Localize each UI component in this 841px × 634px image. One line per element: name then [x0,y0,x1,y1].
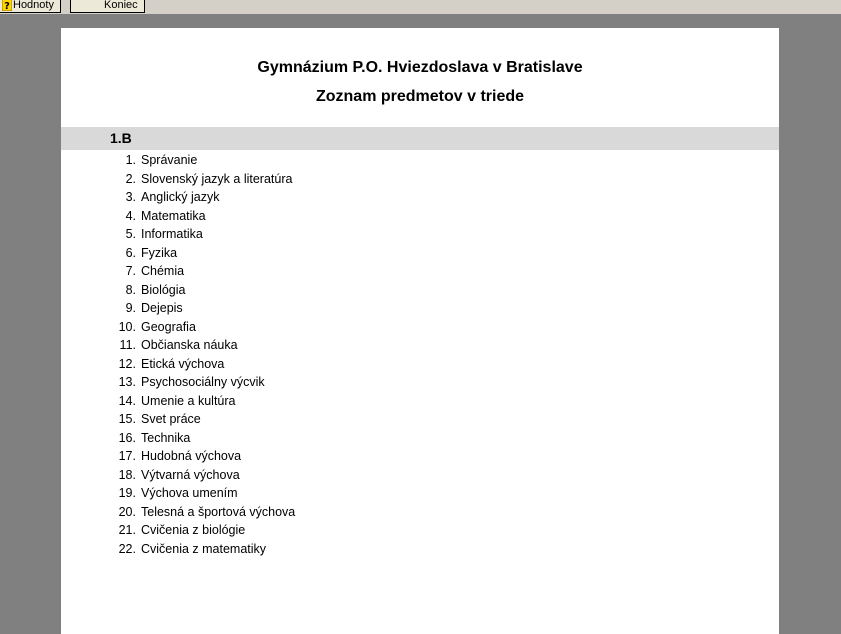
question-mark-icon [2,0,12,11]
subject-number: 5. [125,227,136,241]
subject-number: 9. [125,301,136,315]
subject-number: 21. [118,523,136,537]
subject-number: 22. [118,541,136,556]
subject-name: Umenie a kultúra [141,393,236,408]
toolbar [0,0,841,14]
subject-name: Výchova umením [141,486,238,500]
subject-name: Telesná a športová výchova [141,504,296,519]
subject-name: Fyzika [141,245,178,260]
svg-text:?: ? [4,1,10,11]
subject-name: Etická výchova [141,356,225,371]
subject-name: Výtvarná výchova [141,467,240,482]
subject-name: Informatika [141,227,203,241]
school-title: Gymnázium P.O. Hviezdoslava v Bratislave [257,59,583,76]
subject-name: Správanie [141,153,198,167]
subject-name: Občianska náuka [141,338,238,352]
subject-number: 4. [125,208,136,223]
subject-number: 15. [118,412,136,426]
subject-number: 6. [125,245,136,260]
subject-name: Matematika [141,208,206,223]
subject-name: Svet práce [141,412,201,426]
subject-number: 1. [125,153,136,167]
subject-number: 16. [118,430,136,445]
subject-name: Biológia [141,282,186,297]
subject-number: 12. [118,356,136,371]
subject-name: Psychosociálny výcvik [141,375,265,389]
subject-number: 7. [125,264,136,278]
subject-name: Slovenský jazyk a literatúra [141,171,293,186]
subject-number: 8. [125,282,136,297]
subject-name: Cvičenia z matematiky [141,541,267,556]
values-button-label: Hodnoty [13,0,54,11]
subject-name: Technika [141,430,191,445]
class-name: 1.B [110,130,132,146]
subject-name: Hudobná výchova [141,449,242,463]
subject-name: Cvičenia z biológie [141,523,246,537]
end-button[interactable] [70,0,145,13]
values-button[interactable] [0,0,61,13]
class-header [61,127,779,150]
report-page [61,28,779,634]
subject-number: 10. [118,319,136,334]
report-title: Zoznam predmetov v triede [315,88,525,105]
subject-number: 3. [125,190,136,204]
subject-number: 18. [118,467,136,482]
subject-number: 2. [125,171,136,186]
subject-name: Geografia [141,319,196,334]
end-button-label: Koniec [104,0,138,11]
subject-name: Chémia [141,264,185,278]
subject-number: 14. [118,393,136,408]
subject-name: Dejepis [141,301,183,315]
subject-number: 11. [119,338,136,352]
subject-number: 13. [118,375,136,389]
subject-number: 17. [118,449,136,463]
subject-number: 20. [118,504,136,519]
subject-name: Anglický jazyk [141,190,220,204]
subject-number: 19. [118,486,136,500]
